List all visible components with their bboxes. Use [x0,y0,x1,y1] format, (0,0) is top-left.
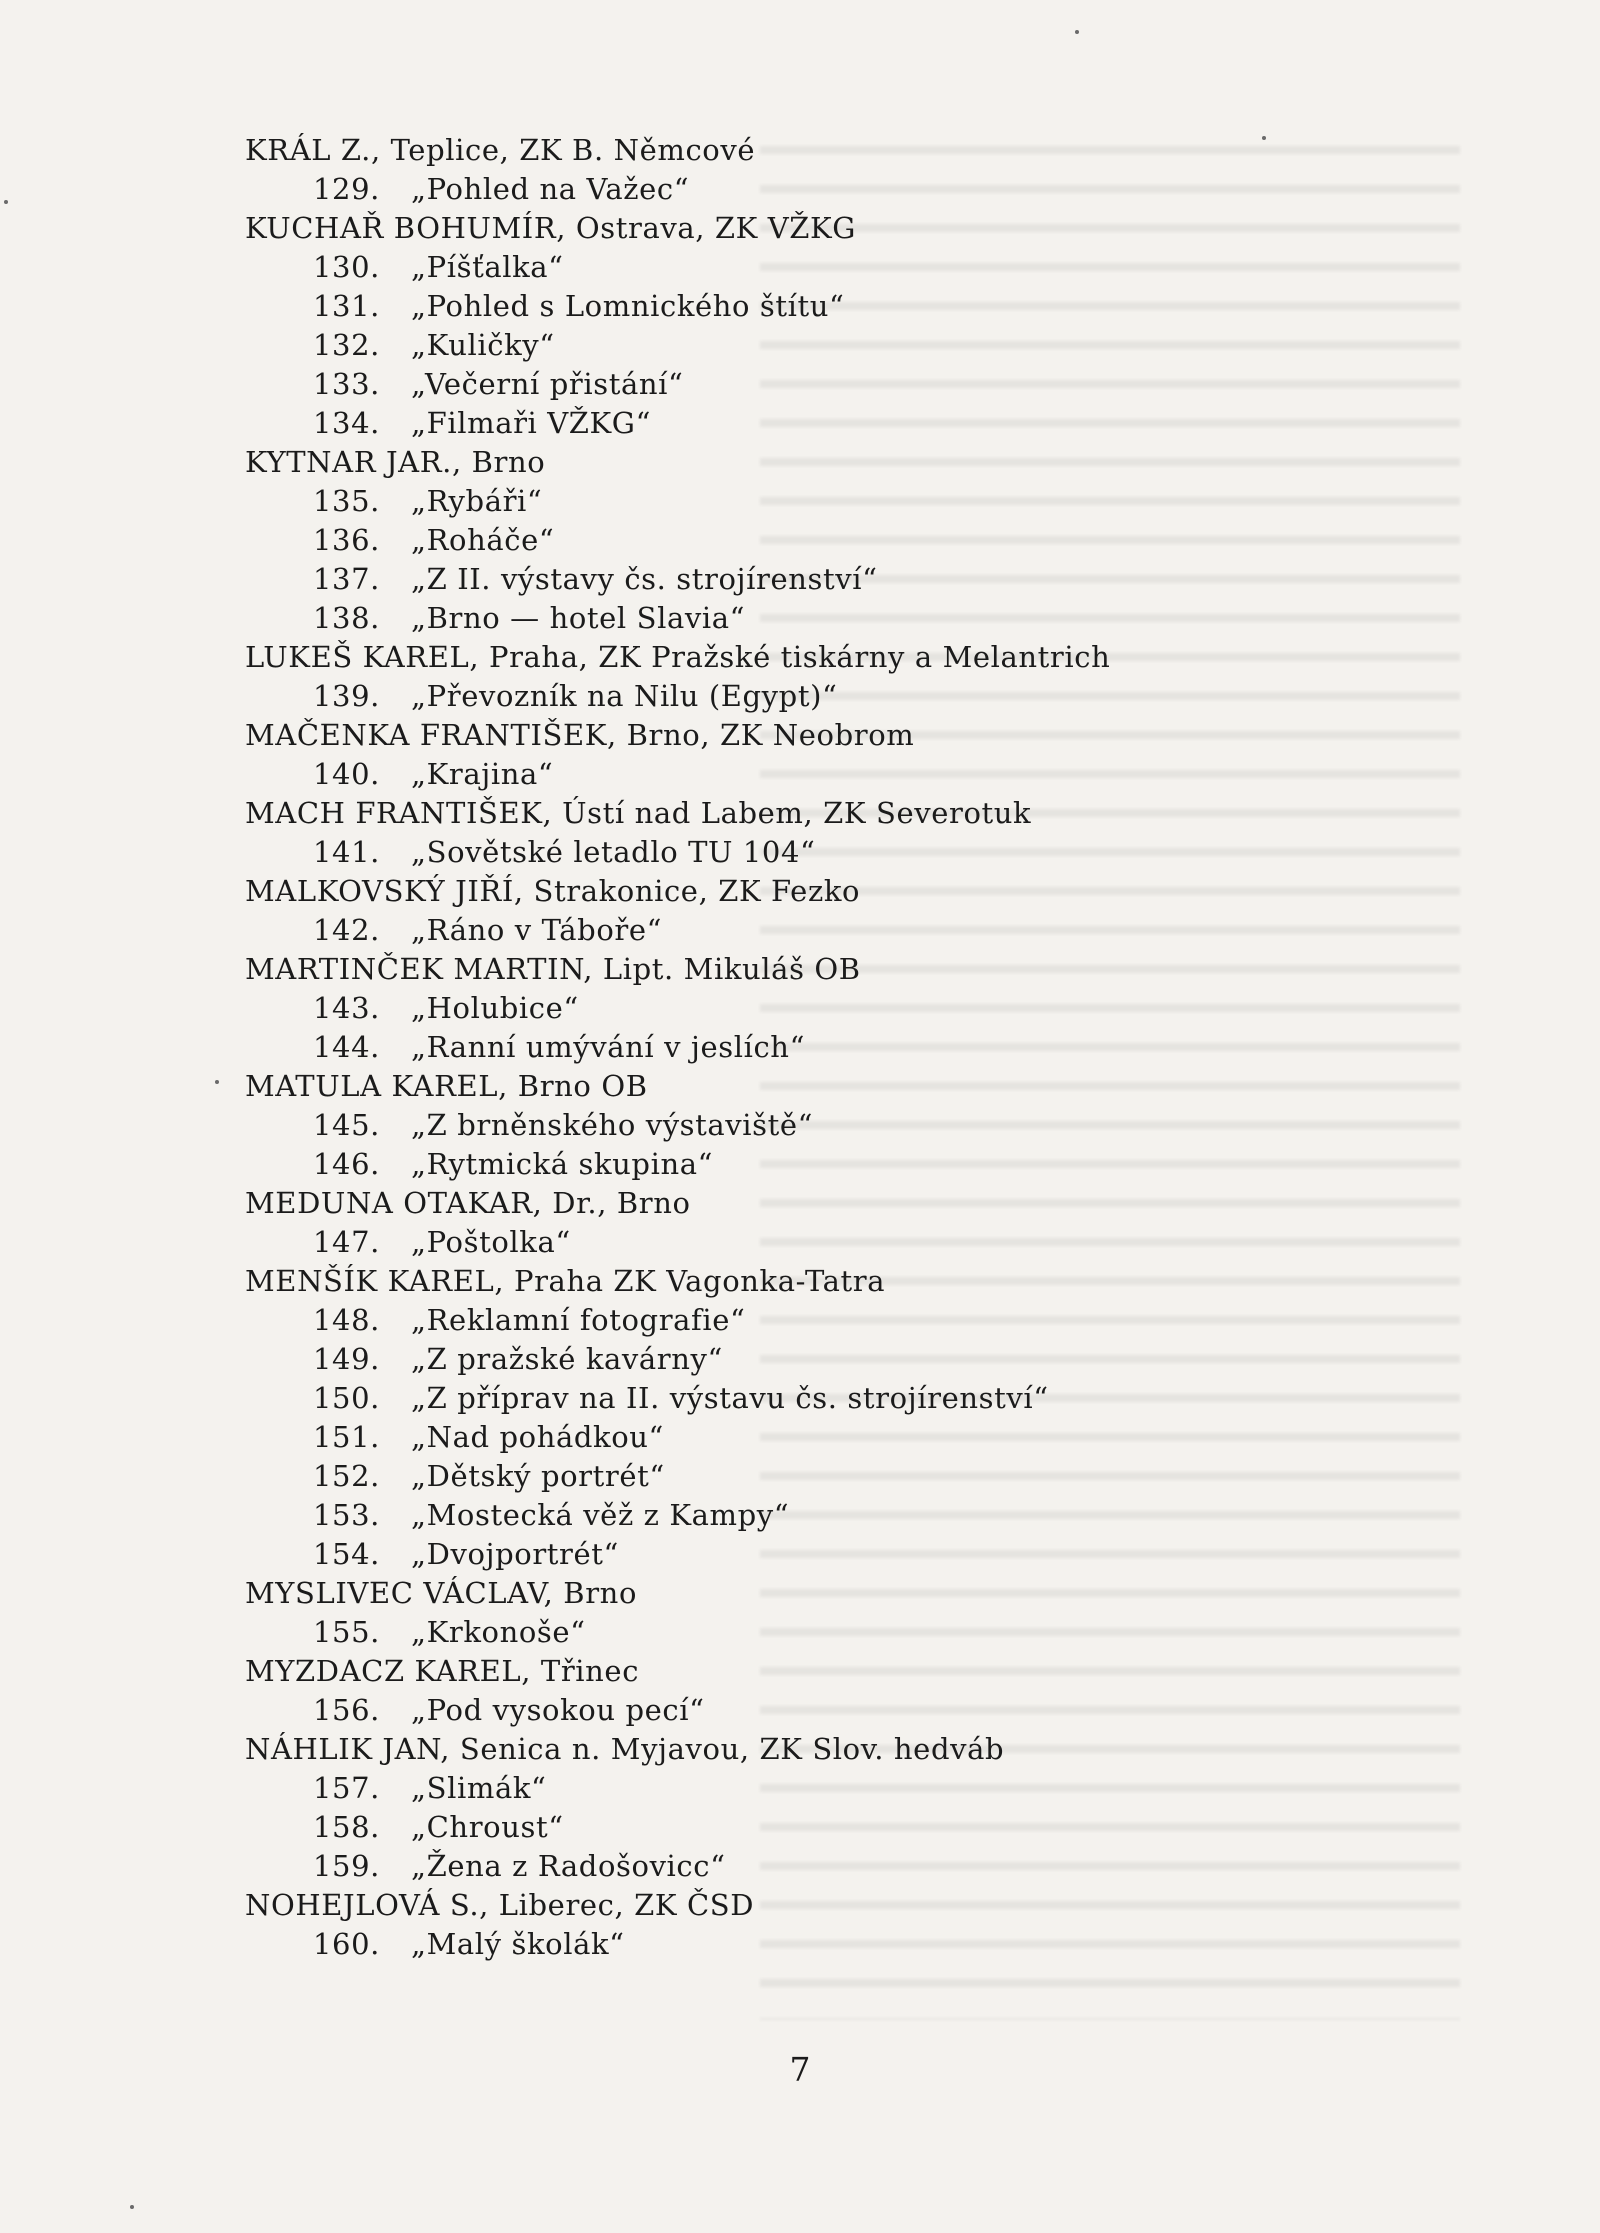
entry-title: „Rybáři“ [411,484,543,518]
photo-entry [313,1106,813,1145]
entry-number: 152. [313,1459,380,1493]
entry-number: 147. [313,1225,380,1259]
entry-number: 129. [313,172,380,206]
photo-entry [313,833,815,872]
photo-entry [313,248,564,287]
photo-entry [313,1769,546,1808]
author-line: NÁHLIK JAN, Senica n. Myjavou, ZK Slov. hedváb [245,1732,1005,1766]
photo-entry [313,521,554,560]
entry-number: 153. [313,1498,380,1532]
photo-entry [313,1145,713,1184]
entry-number: 148. [313,1303,380,1337]
photo-entry [313,1457,665,1496]
entry-number: 134. [313,406,380,440]
author-line: MENŠÍK KAREL, Praha ZK Vagonka-Tatra [245,1264,886,1298]
author-line: KUCHAŘ BOHUMÍR, Ostrava, ZK VŽKG [245,211,857,245]
author-line: KYTNAR JAR., Brno [245,445,546,479]
entry-title: „Ráno v Táboře“ [411,913,663,947]
entry-title: „Pohled s Lomnického štítu“ [411,289,845,323]
photo-entry [313,1028,805,1067]
author-line: MACH FRANTIŠEK, Ústí nad Labem, ZK Severotuk [245,796,1032,830]
entry-title: „Pod vysokou pecí“ [411,1693,705,1727]
entry-number: 131. [313,289,380,323]
entry-number: 144. [313,1030,380,1064]
entry-number: 159. [313,1849,380,1883]
entry-title: „Krkonoše“ [411,1615,586,1649]
photo-entry [313,326,555,365]
entry-number: 160. [313,1927,380,1961]
photo-entry [313,677,837,716]
photo-entry [313,911,662,950]
author-line: MATULA KAREL, Brno OB [245,1069,648,1103]
photo-entry [313,599,745,638]
photo-entry [313,404,651,443]
entry-number: 141. [313,835,380,869]
photo-entry [313,1301,745,1340]
entry-number: 139. [313,679,380,713]
entry-title: „Kuličky“ [411,328,555,362]
photo-entry [313,989,579,1028]
paper-speck [215,1080,219,1084]
entry-number: 135. [313,484,380,518]
entry-title: „Píšťalka“ [411,250,564,284]
photo-entry [313,365,683,404]
entry-number: 138. [313,601,380,635]
entry-number: 146. [313,1147,380,1181]
entry-number: 132. [313,328,380,362]
page-number: 7 [789,2050,811,2089]
entry-title: „Z brněnského výstaviště“ [411,1108,814,1142]
entry-title: „Nad pohádkou“ [411,1420,664,1454]
entry-number: 137. [313,562,380,596]
entry-title: „Převozník na Nilu (Egypt)“ [411,679,838,713]
entry-title: „Krajina“ [411,757,554,791]
author-line: LUKEŠ KAREL, Praha, ZK Pražské tiskárny a Melantrich [245,640,1111,674]
entry-title: „Ranní umývání v jeslích“ [411,1030,805,1064]
photo-entry [313,1613,586,1652]
photo-entry [313,560,878,599]
entry-number: 142. [313,913,380,947]
entry-number: 151. [313,1420,380,1454]
entry-title: „Pohled na Važec“ [411,172,690,206]
entry-title: „Sovětské letadlo TU 104“ [411,835,816,869]
photo-entry [313,1691,705,1730]
photo-entry [313,1808,564,1847]
paper-speck [1075,30,1079,34]
author-line: MAČENKA FRANTIŠEK, Brno, ZK Neobrom [245,718,915,752]
entry-title: „Mostecká věž z Kampy“ [411,1498,790,1532]
entry-number: 158. [313,1810,380,1844]
photo-entry [313,1418,664,1457]
photo-entry [313,482,542,521]
photo-entry [313,1340,723,1379]
entry-title: „Roháče“ [411,523,555,557]
entry-title: „Dětský portrét“ [411,1459,665,1493]
photo-entry [313,170,689,209]
entry-number: 149. [313,1342,380,1376]
entry-title: „Chroust“ [411,1810,564,1844]
author-line: MYZDACZ KAREL, Třinec [245,1654,640,1688]
author-line: MARTINČEK MARTIN, Lipt. Mikuláš OB [245,952,861,986]
entry-number: 140. [313,757,380,791]
entry-title: „Filmaři VŽKG“ [411,406,651,440]
entry-number: 133. [313,367,380,401]
entry-number: 157. [313,1771,380,1805]
entry-number: 150. [313,1381,380,1415]
entry-title: „Reklamní fotografie“ [411,1303,746,1337]
entry-number: 130. [313,250,380,284]
photo-entry [313,287,845,326]
entry-number: 154. [313,1537,380,1571]
entry-title: „Brno — hotel Slavia“ [411,601,746,635]
paper-speck [1262,136,1266,140]
paper-speck [130,2205,134,2209]
entry-number: 136. [313,523,380,557]
entry-title: „Poštolka“ [411,1225,571,1259]
author-line: MYSLIVEC VÁCLAV, Brno [245,1576,638,1610]
photo-entry [313,1223,571,1262]
author-line: KRÁL Z., Teplice, ZK B. Němcové [245,133,756,167]
entry-title: „Rytmická skupina“ [411,1147,714,1181]
entry-number: 145. [313,1108,380,1142]
entry-title: „Večerní přistání“ [411,367,684,401]
entry-title: „Holubice“ [411,991,579,1025]
photo-entry [313,1379,1049,1418]
entry-number: 143. [313,991,380,1025]
entry-title: „Malý školák“ [411,1927,625,1961]
photo-entry [313,1496,789,1535]
author-line: MALKOVSKÝ JIŘÍ, Strakonice, ZK Fezko [245,874,861,908]
entry-title: „Slimák“ [411,1771,547,1805]
entry-number: 156. [313,1693,380,1727]
entry-title: „Z příprav na II. výstavu čs. strojírenství“ [411,1381,1049,1415]
photo-entry [313,1925,625,1964]
photo-entry [313,1535,619,1574]
photo-entry [313,1847,726,1886]
author-line: MEDUNA OTAKAR, Dr., Brno [245,1186,691,1220]
entry-title: „Z pražské kavárny“ [411,1342,723,1376]
entry-title: „Z II. výstavy čs. strojírenství“ [411,562,878,596]
entry-number: 155. [313,1615,380,1649]
entry-title: „Dvojportrét“ [411,1537,619,1571]
photo-entry [313,755,553,794]
paper-speck [4,200,8,204]
author-line: NOHEJLOVÁ S., Liberec, ZK ČSD [245,1888,755,1922]
entry-title: „Žena z Radošovicc“ [411,1849,726,1883]
